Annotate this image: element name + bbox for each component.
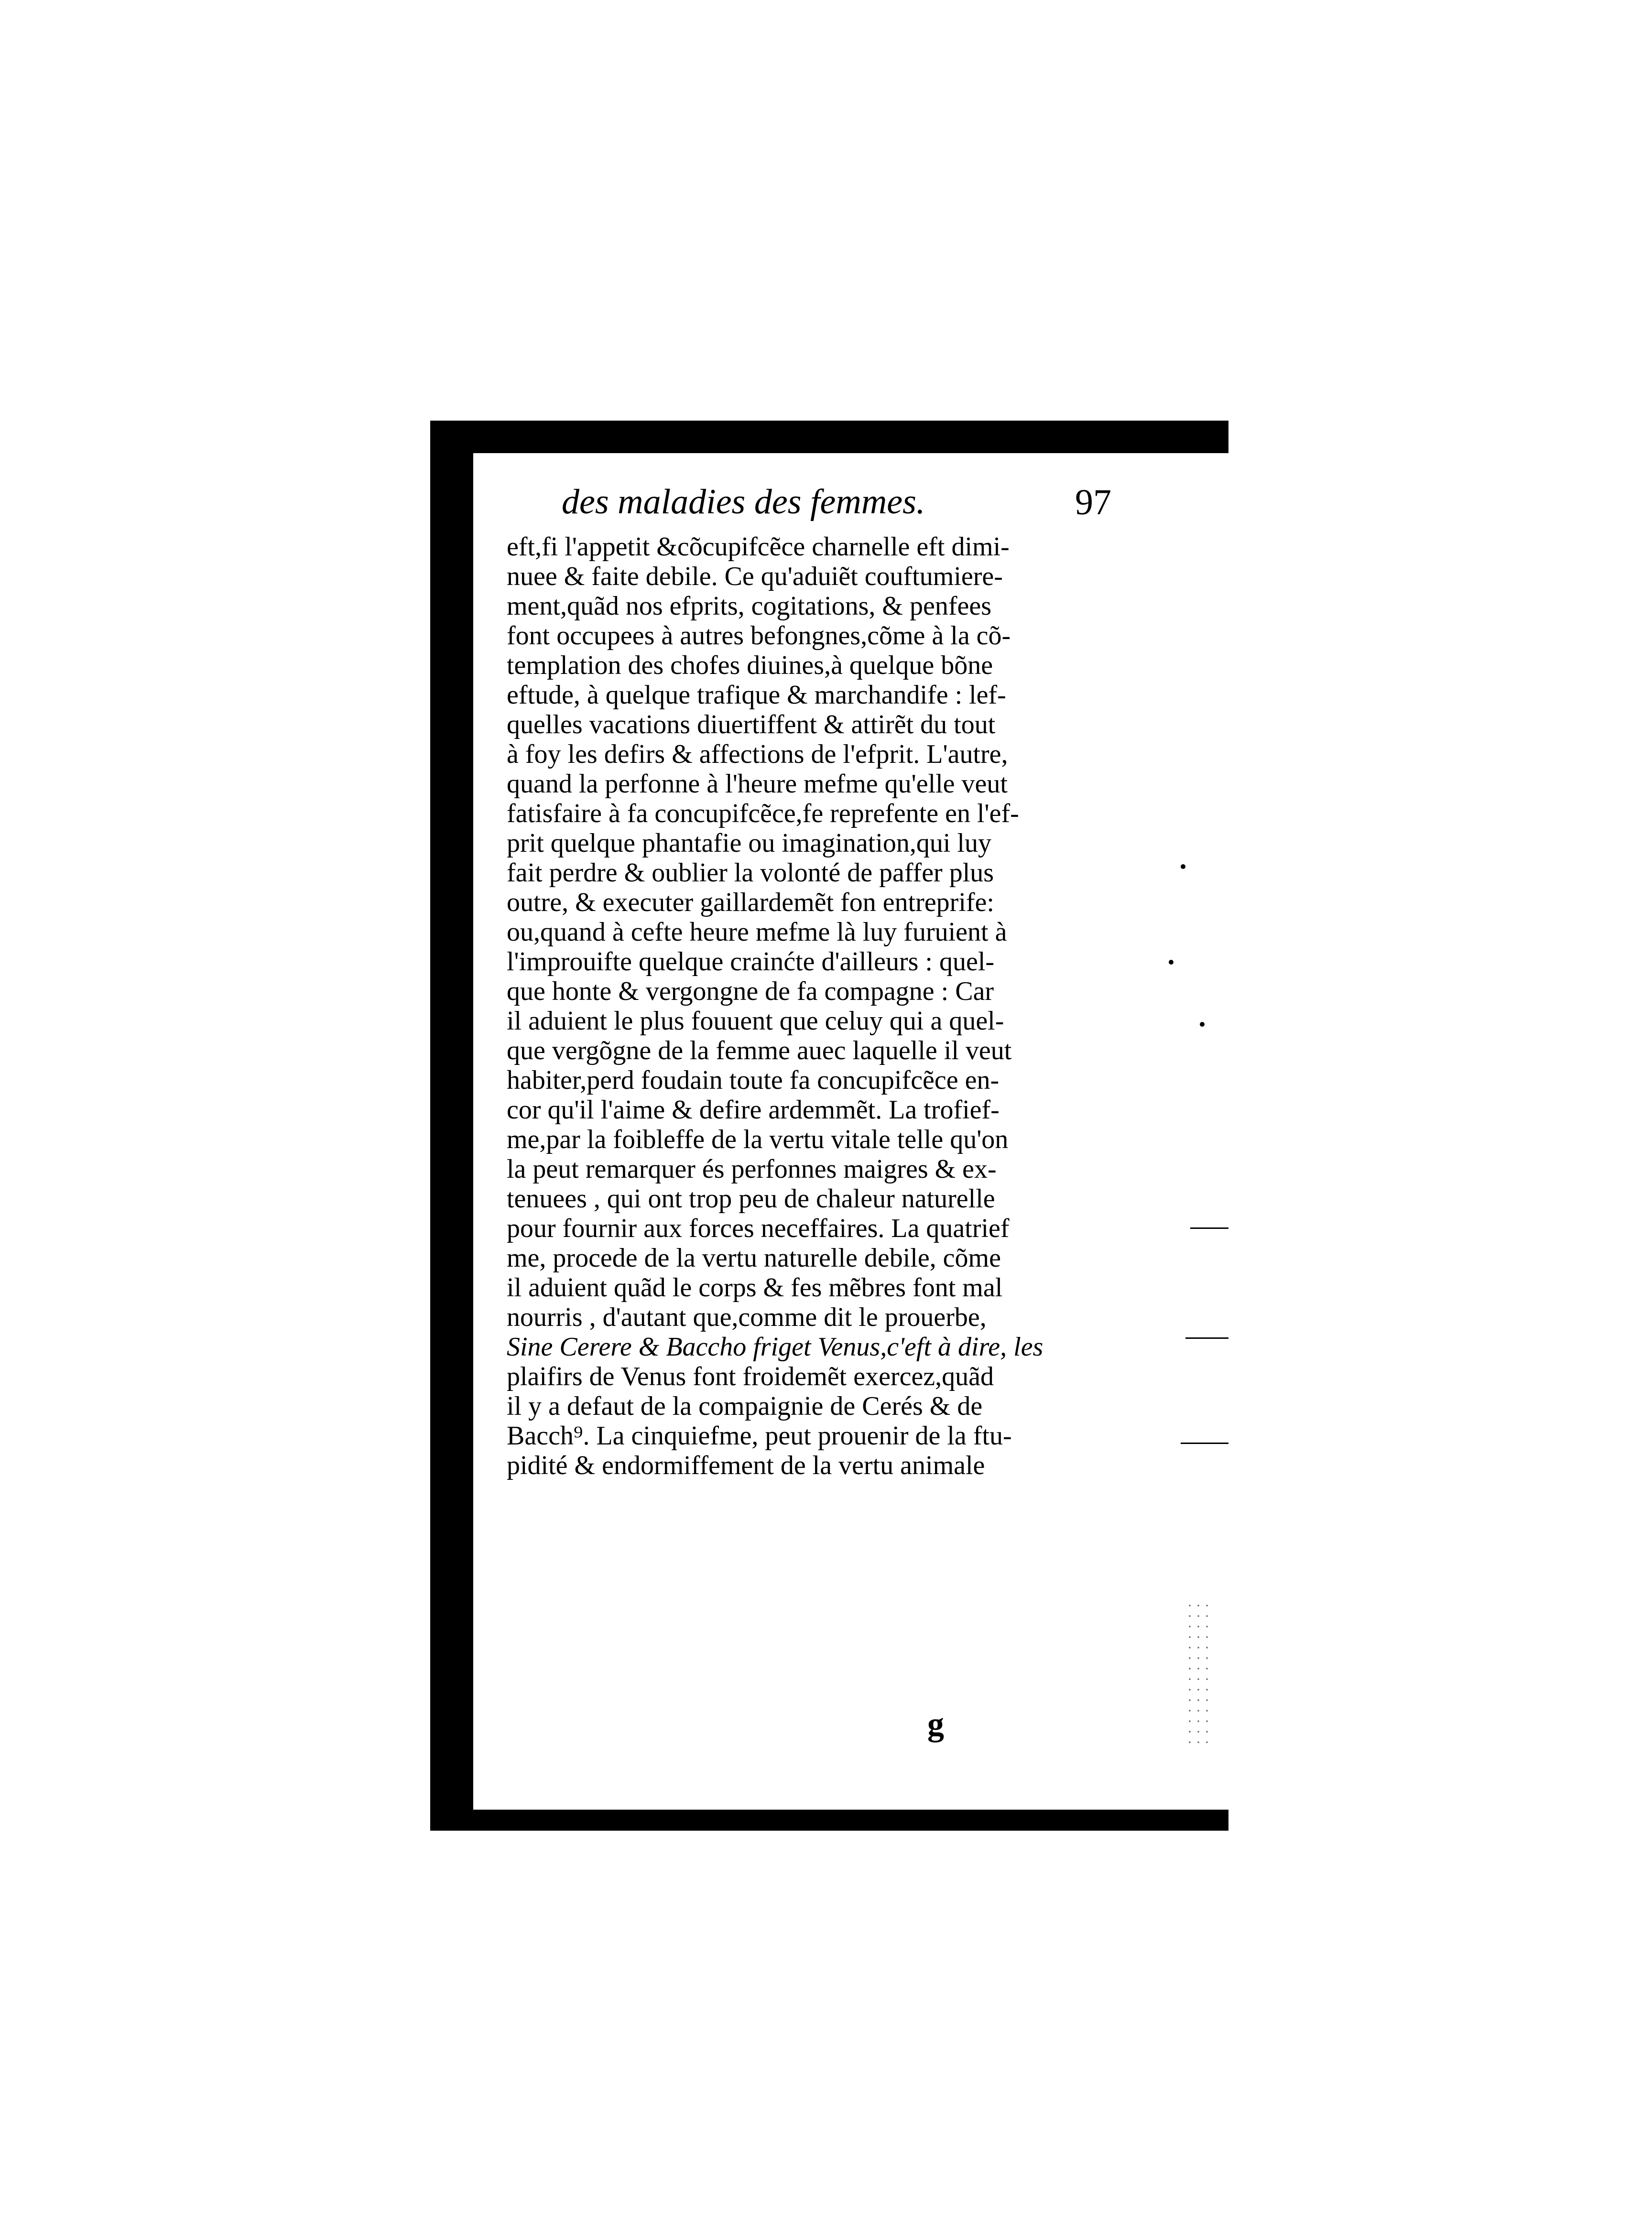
text-line: font occupees à autres befongnes,cõme à la cõ- [507, 621, 1011, 651]
text-line: habiter,perd foudain toute fa concupifcẽce en- [507, 1065, 1000, 1095]
margin-dot [1169, 960, 1174, 965]
margin-rule [1181, 1443, 1228, 1444]
text-line: plaifirs de Venus font froidemẽt exercez,quãd [507, 1362, 994, 1391]
gutter-speckle [1185, 1600, 1214, 1744]
margin-rule [1190, 1227, 1228, 1229]
text-line: la peut remarquer és perfonnes maigres & ex- [507, 1154, 997, 1184]
body-text [507, 532, 1109, 1480]
text-line: outre, & executer gaillardemẽt fon entreprife: [507, 888, 994, 917]
text-line: l'improuifte quelque crainćte d'ailleurs : quel- [507, 947, 995, 977]
running-head [562, 482, 1111, 525]
scan-bottom-border [430, 1810, 1228, 1831]
text-line: cor qu'il l'aime & defire ardemmẽt. La trofief- [507, 1095, 1000, 1125]
text-line: quelles vacations diuertiffent & attirẽt du tout [507, 710, 996, 739]
scan-top-border [430, 421, 1228, 453]
text-line: eftude, à quelque trafique & marchandife : lef- [507, 680, 1006, 710]
scan-left-border [430, 421, 473, 1831]
text-line: pour fournir aux forces neceffaires. La quatrief [507, 1214, 1010, 1243]
text-line: il aduient quãd le corps & fes mẽbres font mal [507, 1273, 1003, 1303]
text-line: nuee & faite debile. Ce qu'aduiẽt couftumiere- [507, 562, 1003, 591]
text-line: prit quelque phantafie ou imagination,qui luy [507, 828, 991, 858]
text-line: Bacch⁹. La cinquiefme, peut prouenir de la ftu- [507, 1421, 1012, 1451]
margin-rule [1185, 1337, 1228, 1339]
text-line: que honte & vergongne de fa compagne : Car [507, 977, 994, 1006]
catchword: g [927, 1706, 944, 1743]
page-number: 97 [1075, 482, 1111, 522]
text-line: me,par la foibleffe de la vertu vitale telle qu'on [507, 1125, 1009, 1154]
text-line: il y a defaut de la compaignie de Cerés & de [507, 1391, 983, 1421]
text-line: tenuees , qui ont trop peu de chaleur naturelle [507, 1184, 995, 1214]
margin-dot [1181, 864, 1185, 869]
text-line: à foy les defirs & affections de l'efprit. L'autre, [507, 739, 1008, 769]
text-line: nourris , d'autant que,comme dit le prouerbe, [507, 1303, 987, 1332]
text-line: fatisfaire à fa concupifcẽce,fe reprefente en l'ef- [507, 799, 1019, 828]
text-line: que vergõgne de la femme auec laquelle il veut [507, 1036, 1012, 1065]
text-line: Sine Cerere & Baccho friget Venus,c'eft à dire, les [507, 1332, 1043, 1362]
text-line: fait perdre & oublier la volonté de paffer plus [507, 858, 994, 888]
text-line: templation des chofes diuines,à quelque bõne [507, 651, 993, 680]
text-line: eft,fi l'appetit &cõcupifcẽce charnelle eft dimi- [507, 532, 1010, 562]
text-line: ou,quand à cefte heure mefme là luy furuient à [507, 917, 1007, 947]
scanned-page [430, 421, 1228, 1831]
margin-dot [1200, 1022, 1205, 1027]
text-line: quand la perfonne à l'heure mefme qu'elle veut [507, 769, 1008, 799]
text-line: pidité & endormiffement de la vertu animale [507, 1451, 985, 1480]
text-line: il aduient le plus fouuent que celuy qui a quel- [507, 1006, 1004, 1036]
page-area [473, 453, 1228, 1810]
text-line: ment,quãd nos efprits, cogitations, & penfees [507, 591, 991, 621]
running-title: des maladies des femmes. [562, 482, 925, 521]
text-line: me, procede de la vertu naturelle debile, cõme [507, 1243, 1001, 1273]
